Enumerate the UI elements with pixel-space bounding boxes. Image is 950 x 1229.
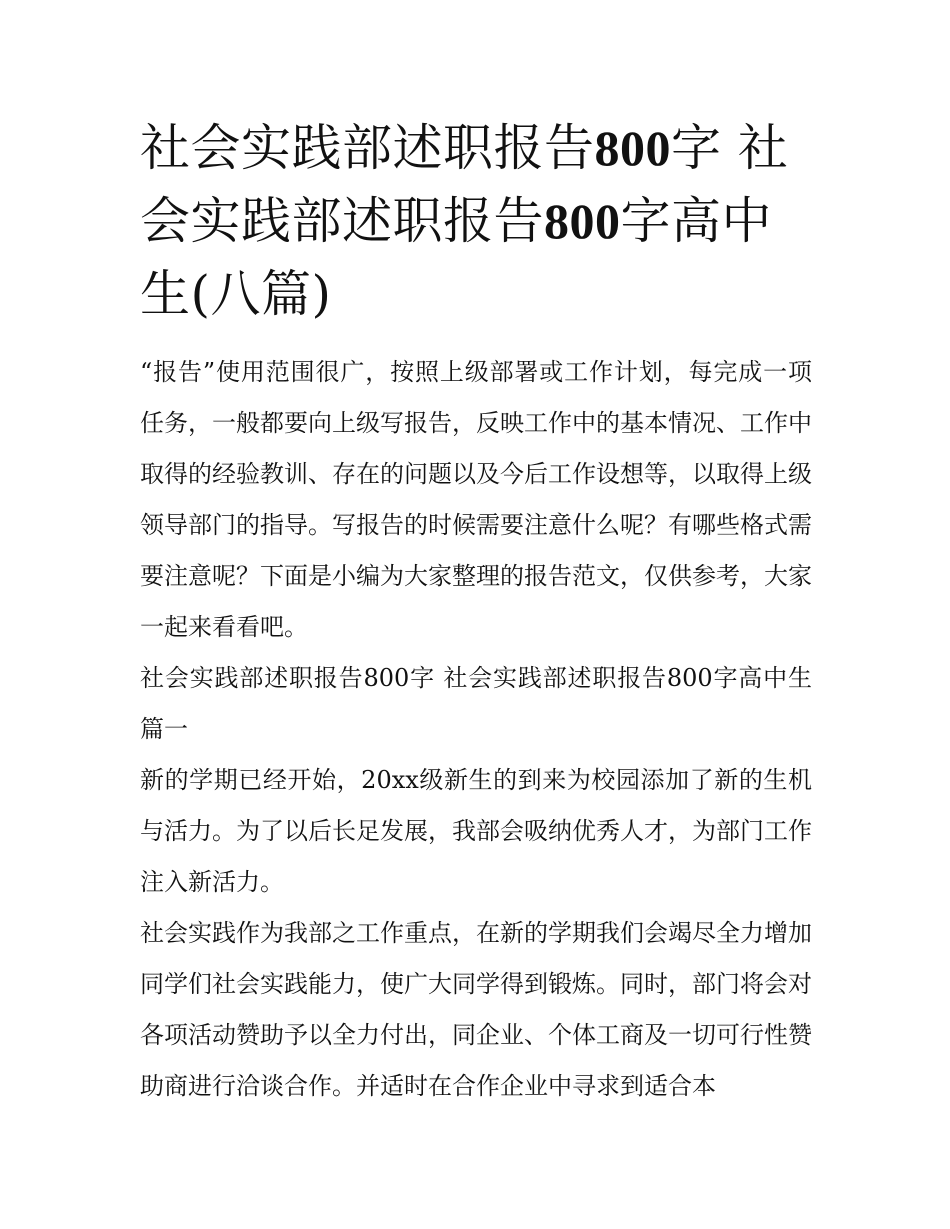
intro-paragraph: “报告”使用范围很广，按照上级部署或工作计划，每完成一项任务，一般都要向上级写报告，反映工作中的基本情况、工作中取得的经验教训、存在的问题以及今后工作设想等，以取得上级领导部门的指导。写报告的时候需要注意什么呢？有哪些格式需要注意呢？下面是小编为大家整理的报告范文，仅供参考，大家一起来看看吧。	[140, 358, 812, 641]
document-title: 社会实践部述职报告800字 社会实践部述职报告800字高中生(八篇)	[140, 119, 789, 323]
body-paragraph: 新的学期已经开始，20xx级新生的到来为校园添加了新的生机与活力。为了以后长足发展，我部会吸纳优秀人才，为部门工作注入新活力。	[140, 766, 812, 896]
section-heading: 社会实践部述职报告800字 社会实践部述职报告800字高中生篇一	[140, 664, 812, 743]
document-body	[140, 112, 812, 1112]
title-number: 800	[594, 120, 671, 176]
body-paragraph: 社会实践作为我部之工作重点，在新的学期我们会竭尽全力增加同学们社会实践能力，使广大同学得到锻炼。同时，部门将会对各项活动赞助予以全力付出，同企业、个体工商及一切可行性赞助商进行洽谈合作。并适时在合作企业中寻求到适合本	[140, 919, 812, 1100]
title-number: 800	[544, 193, 621, 249]
